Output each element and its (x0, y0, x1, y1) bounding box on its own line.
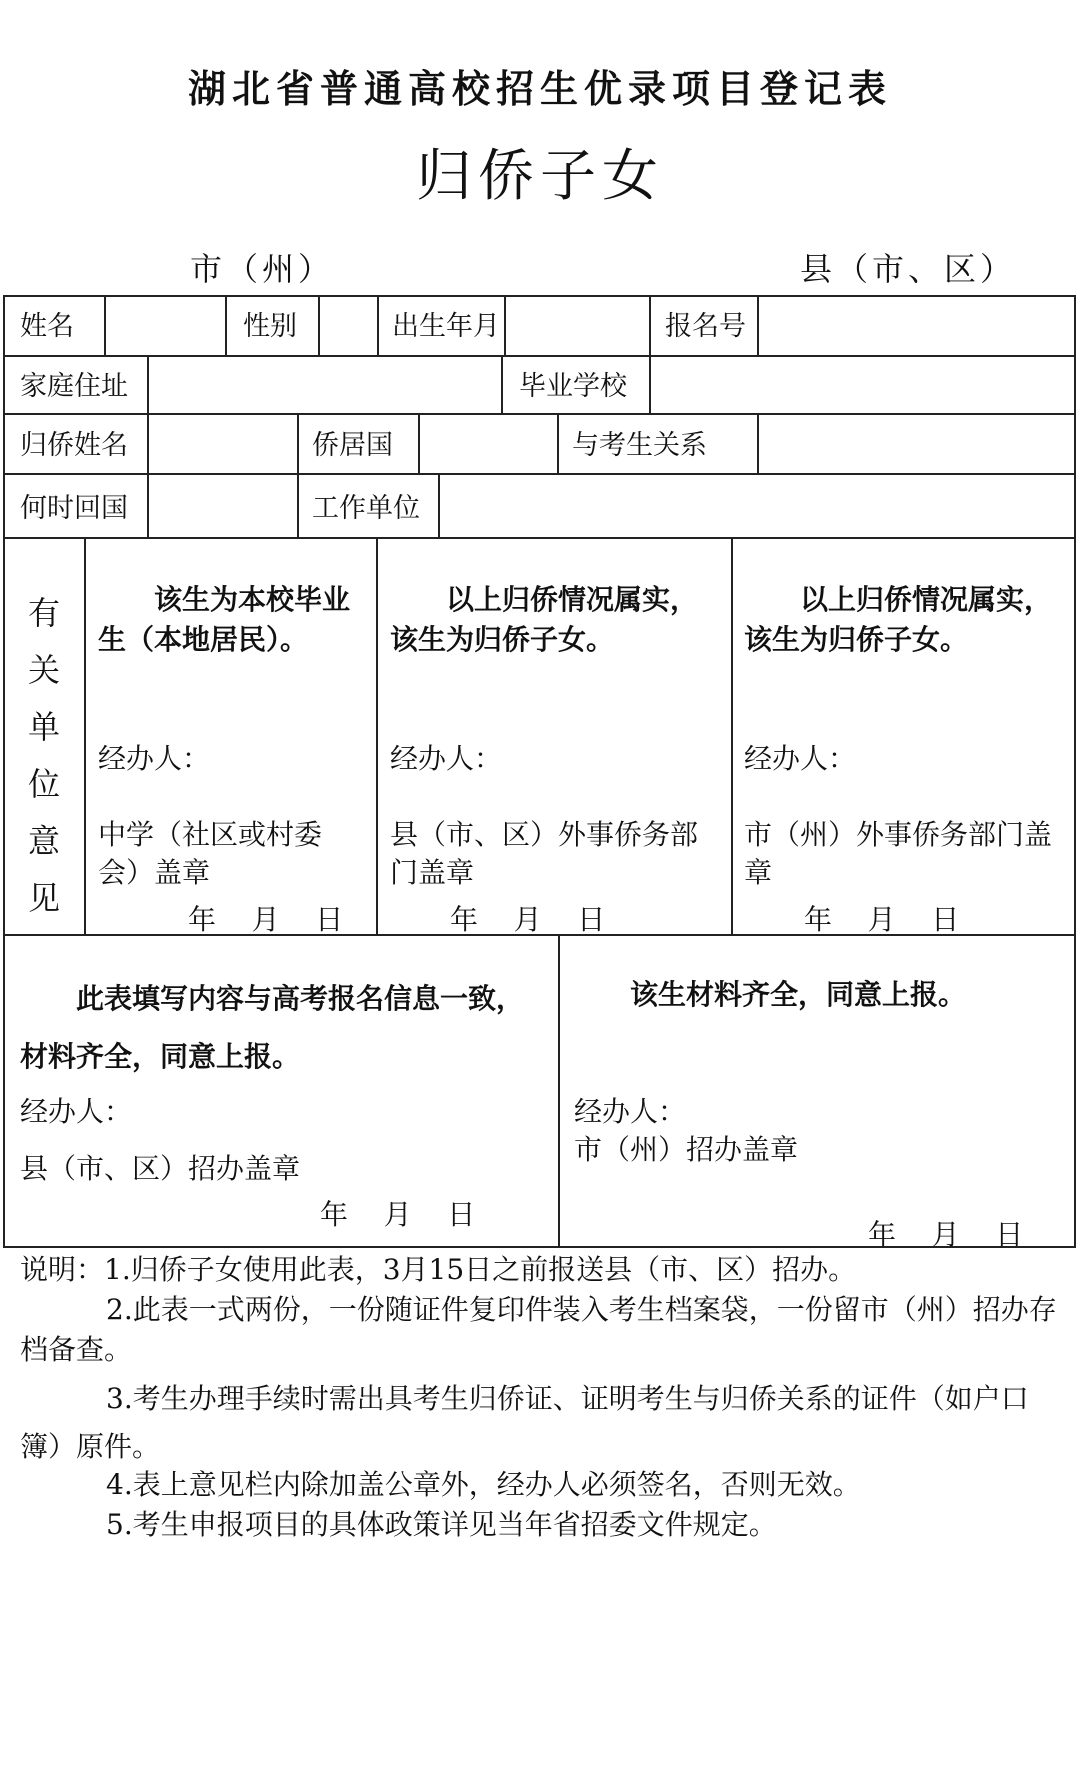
school-field[interactable] (649, 356, 1073, 410)
approval-right-handler: 经办人： (574, 1095, 687, 1128)
gender-label: 性别 (243, 311, 297, 342)
address-label: 家庭住址 (20, 371, 128, 402)
opinion-col3-handler: 经办人： (744, 742, 857, 775)
county-label: 县（市、区） (800, 250, 1017, 288)
relation-field[interactable] (757, 414, 1073, 470)
opinion-col2-seal: 县（市、区）外事侨务部门盖章 (390, 818, 699, 889)
residence-country-label: 侨居国 (312, 430, 393, 461)
opinion-col3-date: 年 月 日 (804, 903, 960, 936)
approval-right-statement: 该生材料齐全，同意上报。 (630, 978, 967, 1011)
opinion-col1-handler: 经办人： (98, 742, 211, 775)
form-subtitle: 归侨子女 (416, 144, 664, 209)
birth-field[interactable] (504, 298, 646, 352)
note-4: 4.表上意见栏内除加盖公章外，经办人必须签名，否则无效。 (106, 1468, 861, 1501)
city-label: 市（州） (190, 250, 335, 288)
birth-label: 出生年月 (392, 311, 500, 342)
gender-field[interactable] (318, 298, 374, 352)
return-time-field[interactable] (147, 474, 293, 534)
note-3: 3.考生办理手续时需出具考生归侨证、证明考生与归侨关系的证件（如户口簿）原件。 (20, 1382, 1029, 1463)
reg-no-field[interactable] (757, 298, 1073, 352)
approval-right-date: 年 月 日 (868, 1218, 1024, 1251)
opinion-col1-statement: 该生为本校毕业生（本地居民）。 (98, 583, 351, 656)
return-time-label: 何时回国 (20, 493, 128, 524)
opinion-col1-seal: 中学（社区或村委会）盖章 (98, 818, 323, 889)
opinion-col2-date: 年 月 日 (450, 903, 606, 936)
opinion-col2-handler: 经办人： (390, 742, 503, 775)
opinion-col3-seal: 市（州）外事侨务部门盖章 (744, 818, 1053, 889)
name-label: 姓名 (20, 311, 74, 342)
approval-left-date: 年 月 日 (320, 1198, 476, 1231)
reg-no-label: 报名号 (665, 311, 746, 342)
school-label: 毕业学校 (519, 371, 627, 402)
name-field[interactable] (104, 298, 222, 352)
approval-left-seal: 县（市、区）招办盖章 (20, 1152, 301, 1185)
opinion-col3-statement: 以上归侨情况属实，该生为归侨子女。 (744, 583, 1053, 656)
form-title: 湖北省普通高校招生优录项目登记表 (187, 66, 892, 111)
relation-label: 与考生关系 (572, 430, 707, 461)
note-1: 说明：1.归侨子女使用此表，3月15日之前报送县（市、区）招办。 (20, 1253, 857, 1286)
note-2: 2.此表一式两份，一份随证件复印件装入考生档案袋，一份留市（州）招办存档备查。 (20, 1293, 1057, 1366)
work-unit-field[interactable] (438, 474, 1073, 534)
returnee-name-field[interactable] (147, 414, 293, 470)
work-unit-label: 工作单位 (312, 493, 420, 524)
address-field[interactable] (147, 356, 497, 410)
opinion-col2-statement: 以上归侨情况属实，该生为归侨子女。 (390, 583, 699, 656)
returnee-name-label: 归侨姓名 (20, 430, 128, 461)
opinion-side-label: 有关单位意见 (27, 594, 60, 917)
approval-left-statement: 此表填写内容与高考报名信息一致，材料齐全，同意上报。 (20, 982, 525, 1073)
approval-right-seal: 市（州）招办盖章 (574, 1133, 799, 1166)
residence-country-field[interactable] (418, 414, 554, 470)
opinion-col1-date: 年 月 日 (188, 903, 344, 936)
approval-left-handler: 经办人： (20, 1095, 133, 1128)
note-5: 5.考生申报项目的具体政策详见当年省招委文件规定。 (106, 1508, 777, 1541)
